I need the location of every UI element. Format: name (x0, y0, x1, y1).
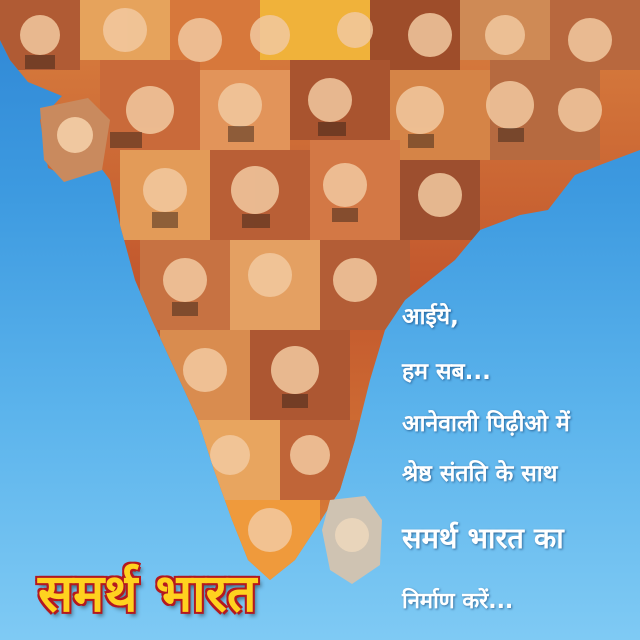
message-line-1: आईये, (402, 304, 459, 330)
message-line-4: श्रेष्ठ संतति के साथ (402, 461, 558, 487)
island-portrait (40, 98, 110, 182)
brand-title: समर्थ भारत (38, 564, 257, 624)
message-line-3: आनेवाली पिढ़ीओ में (402, 411, 570, 437)
lanka-portrait (322, 496, 382, 584)
message-line-5: समर्थ भारत का (402, 521, 564, 555)
message-line-2: हम सब... (402, 359, 491, 385)
message-line-6: निर्माण करें... (402, 589, 514, 614)
